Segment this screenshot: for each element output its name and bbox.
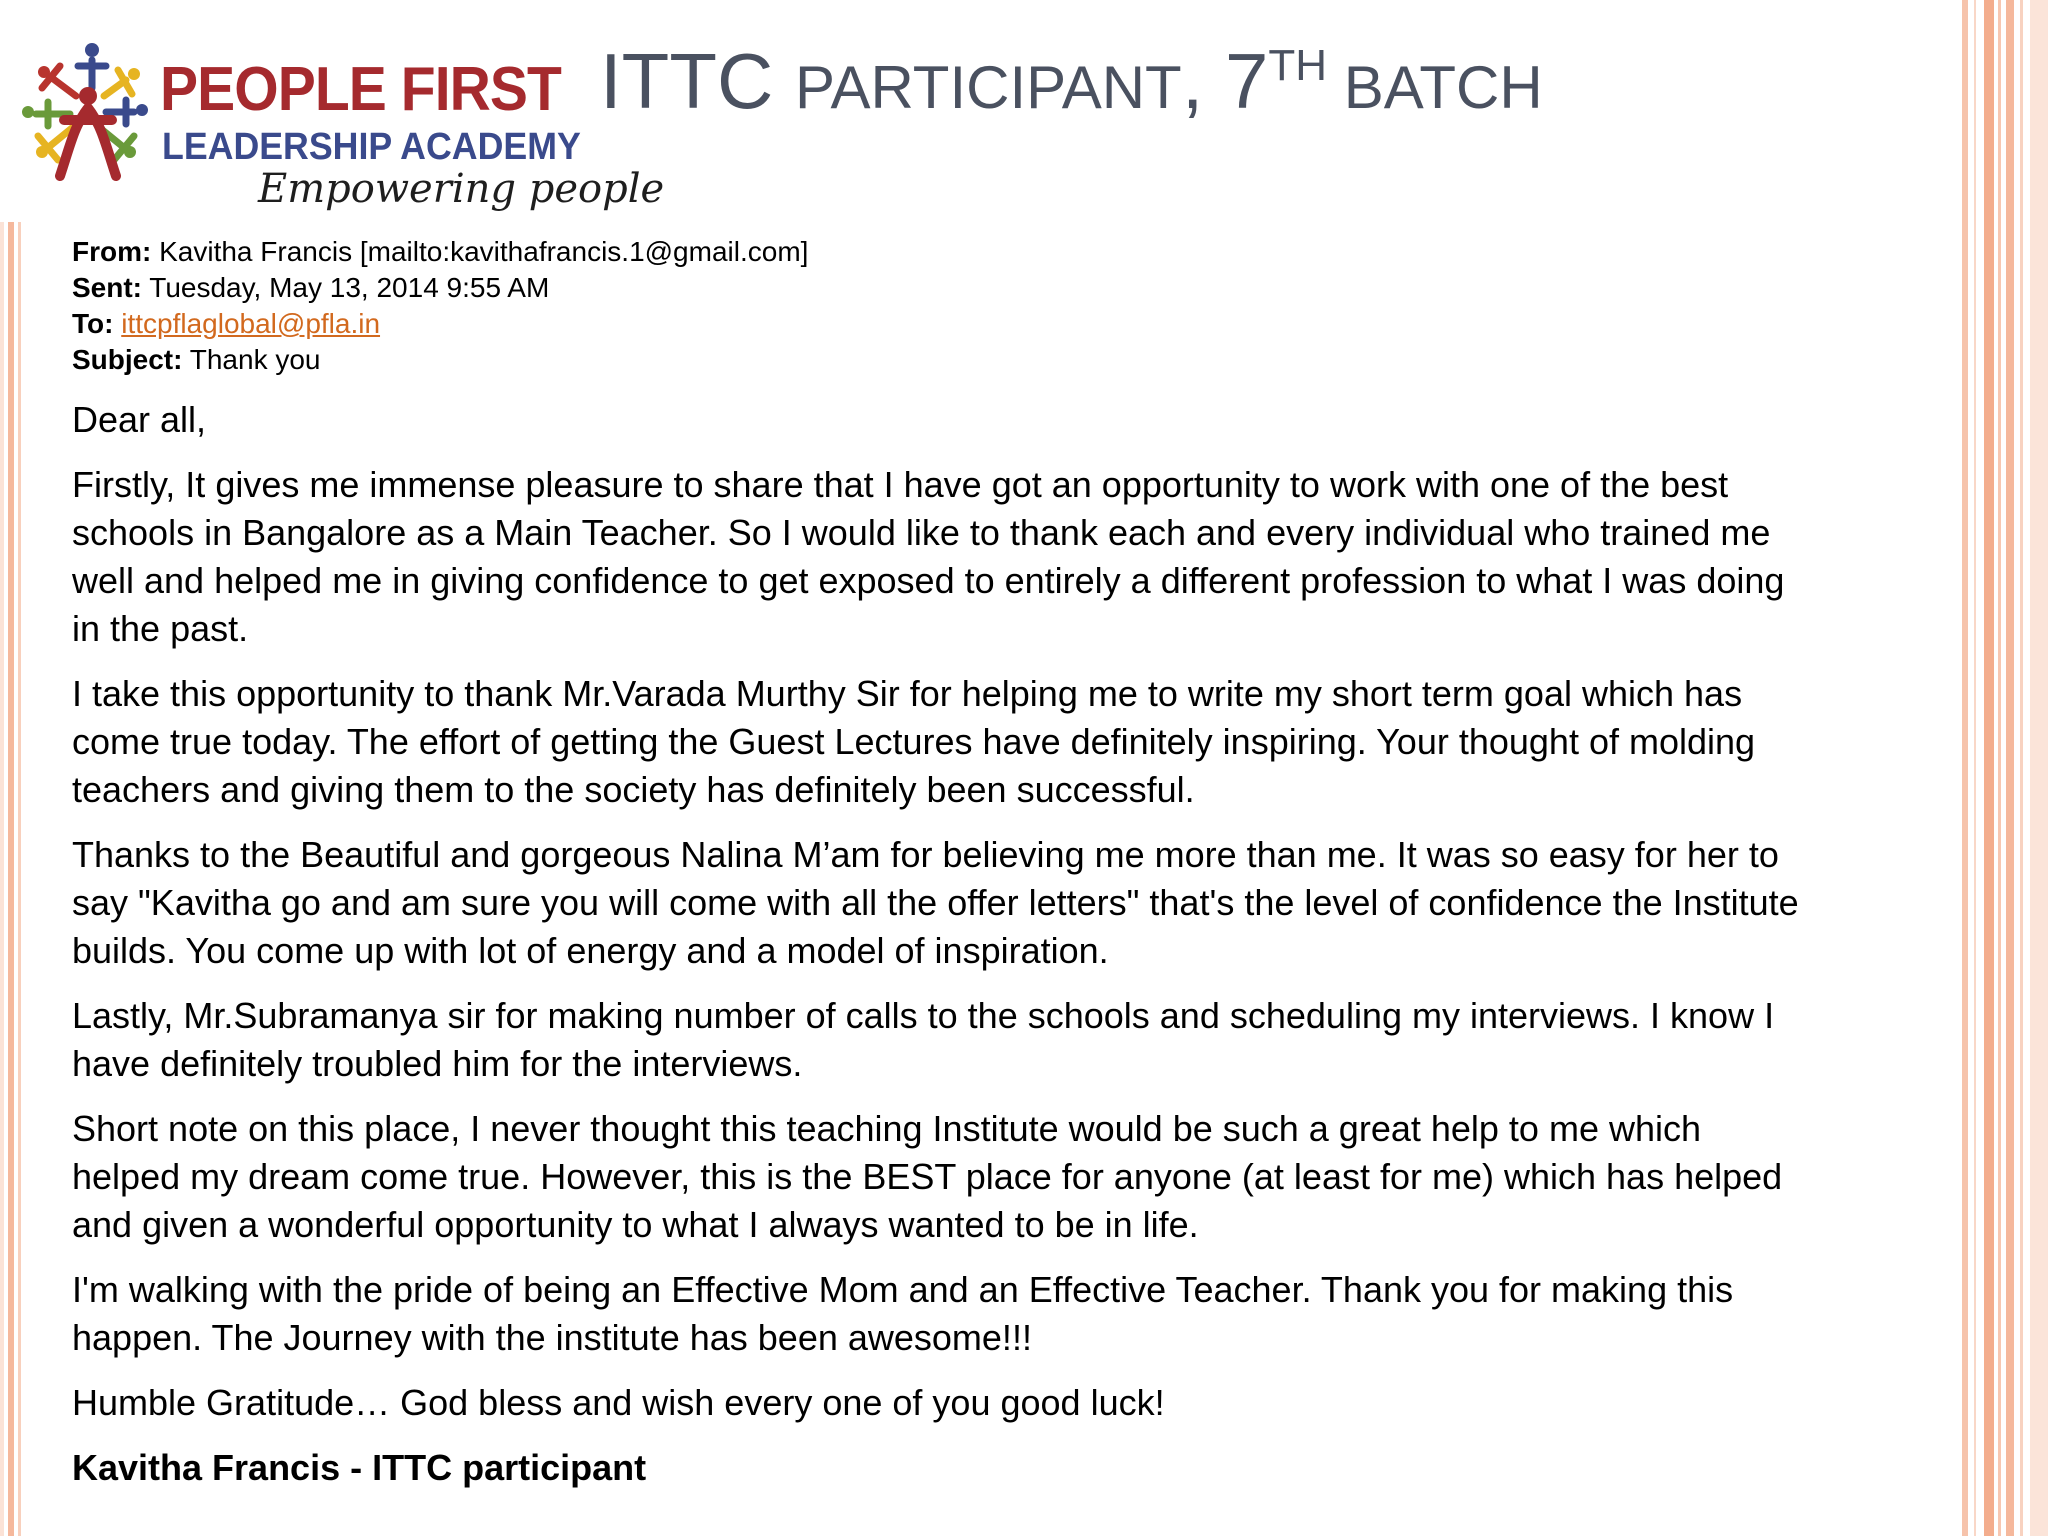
from-value: Kavitha Francis [mailto:kavithafrancis.1@gmail.com] <box>151 236 809 267</box>
letter-body <box>72 396 1972 1492</box>
paragraph-6: I'm walking with the pride of being an Effective Mom and an Effective Teacher. Thank you for making this happen. The Journey with the institute has been awesome!!! <box>72 1269 1734 1358</box>
sent-value: Tuesday, May 13, 2014 9:55 AM <box>142 272 550 303</box>
slide-title <box>600 36 1543 127</box>
to-label: To: <box>72 308 114 339</box>
company-logo <box>10 28 665 218</box>
subject-value: Thank you <box>182 344 321 375</box>
right-border-stripe <box>2030 0 2048 1536</box>
title-part: BATCH <box>1327 54 1543 121</box>
signature: Kavitha Francis - ITTC participant <box>72 1447 647 1488</box>
people-figures-logo-icon <box>14 36 154 186</box>
paragraph-1: Firstly, It gives me immense pleasure to share that I have got an opportunity to work with one of the best schools in Bangalore as a Main Teacher. So I would like to thank each and every individual who trained me well and helped me in giving confidence to get exposed to entirely a different profession to what I was doing in the past. <box>72 464 1785 649</box>
title-superscript: TH <box>1268 41 1328 90</box>
left-border-stripe <box>0 222 4 1536</box>
email-from-row <box>72 234 808 270</box>
paragraph-4: Lastly, Mr.Subramanya sir for making number of calls to the schools and scheduling my interviews. I know I have definitely troubled him for the interviews. <box>72 995 1775 1084</box>
paragraph-2: I take this opportunity to thank Mr.Varada Murthy Sir for helping me to write my short term goal which has come true today. The effort of getting the Guest Lectures have definitely inspiring. Your thought of molding teachers and giving them to the society has definitely been successful. <box>72 673 1756 810</box>
right-border-stripe <box>1998 0 2001 1536</box>
from-label: From: <box>72 236 152 267</box>
greeting: Dear all, <box>72 399 207 440</box>
right-border-stripe <box>2006 0 2014 1536</box>
paragraph-5: Short note on this place, I never thought this teaching Institute would be such a great help to me which helped my dream come true. However, this is the BEST place for anyone (at least for me) which has helped and given a wonderful opportunity to what I always wanted to be in life. <box>72 1108 1783 1245</box>
logo-text-primary: PEOPLE FIRST <box>160 55 561 124</box>
sent-label: Sent: <box>72 272 142 303</box>
title-part: , 7 <box>1181 37 1269 125</box>
email-subject-row <box>72 342 808 378</box>
email-header <box>72 234 808 378</box>
title-part: ITTC <box>600 37 795 125</box>
paragraph-3: Thanks to the Beautiful and gorgeous Nalina M’am for believing me more than me. It was so easy for her to say "Kavitha go and am sure you will come with all the offer letters" that's the level of confidence the Institute builds. You come up with lot of energy and a model of inspiration. <box>72 834 1799 971</box>
subject-label: Subject: <box>72 344 183 375</box>
logo-tagline: Empowering people <box>258 166 665 212</box>
email-to-row <box>72 306 808 342</box>
paragraph-7: Humble Gratitude… God bless and wish every one of you good luck! <box>72 1382 1165 1423</box>
right-border-stripe <box>1974 0 1976 1536</box>
right-border-stripe <box>1984 0 1994 1536</box>
right-border-stripe <box>2020 0 2023 1536</box>
title-part: PARTICIPANT <box>794 54 1182 121</box>
email-sent-row <box>72 270 808 306</box>
left-border-stripe <box>8 222 14 1536</box>
left-border-stripe <box>18 222 21 1536</box>
logo-text-secondary: LEADERSHIP ACADEMY <box>162 126 581 168</box>
to-email-link[interactable]: ittcpflaglobal@pfla.in <box>121 308 381 339</box>
